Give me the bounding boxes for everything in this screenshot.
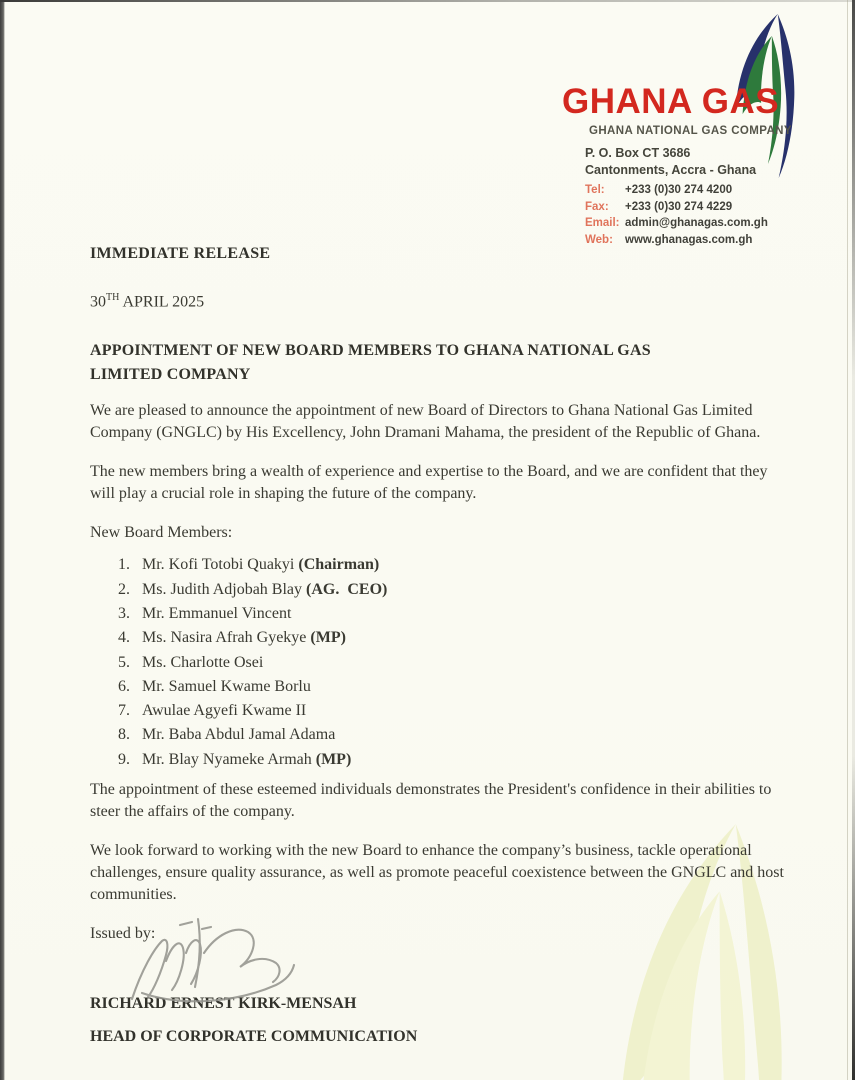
release-tag: IMMEDIATE RELEASE <box>90 245 271 262</box>
web-label: Web: <box>585 233 613 246</box>
member-name: Ms. Judith Adjobah Blay <box>142 580 307 598</box>
member-row <box>90 651 790 675</box>
member-entry <box>142 723 335 747</box>
paper-edge-top <box>0 0 855 2</box>
issued-by-label: Issued by: <box>90 925 156 942</box>
signature-scribble <box>118 911 353 1021</box>
web-value: www.ghanagas.com.gh <box>625 233 753 246</box>
member-entry <box>142 699 306 723</box>
contact-row-email <box>585 215 768 232</box>
signatory-name: RICHARD ERNEST KIRK-MENSAH <box>90 995 357 1012</box>
brand-subtitle: GHANA NATIONAL GAS COMPANY <box>589 125 792 137</box>
member-name: Mr. Samuel Kwame Borlu <box>142 677 311 695</box>
member-number: 7. <box>118 702 130 720</box>
member-entry <box>142 578 387 602</box>
email-value: admin@ghanagas.com.gh <box>625 217 768 229</box>
member-role: (MP) <box>315 750 352 768</box>
document-title-line1: APPOINTMENT OF NEW BOARD MEMBERS TO GHANA NATIONAL GAS <box>90 342 651 360</box>
tel-value: +233 (0)30 274 4200 <box>625 184 733 196</box>
address-line-1: P. O. Box CT 3686 <box>585 146 691 160</box>
document-title <box>90 339 790 387</box>
member-name: Mr. Kofi Totobi Quakyi <box>142 556 299 574</box>
member-row <box>90 602 790 626</box>
paper-fold-line <box>847 0 848 1080</box>
paragraph-experience: The new members bring a wealth of experience and expertise to the Board, and we are confident that they will play a crucial role in shaping the future of the company. <box>90 463 768 503</box>
signatory-title: HEAD OF CORPORATE COMMUNICATION <box>90 1028 418 1045</box>
member-number: 4. <box>118 629 130 647</box>
contact-row-fax <box>585 199 768 216</box>
member-row <box>90 748 790 772</box>
paragraph-announcement: We are pleased to announce the appointment of new Board of Directors to Ghana National Gas Limited Company (GNGLC) by His Excellency, John Dramani Mahama, the president of the Republic of Ghana. <box>90 402 761 442</box>
members-list <box>90 553 790 772</box>
date-rest: APRIL 2025 <box>119 293 205 311</box>
paper-edge-left <box>0 0 5 1080</box>
member-number: 1. <box>118 556 130 574</box>
member-row <box>90 626 790 650</box>
fax-value: +233 (0)30 274 4229 <box>625 200 733 213</box>
member-number: 6. <box>118 677 130 695</box>
release-date <box>90 287 790 313</box>
member-role: (Chairman) <box>298 556 380 574</box>
member-entry <box>142 553 379 577</box>
member-number: 3. <box>118 604 130 622</box>
contact-block <box>585 182 768 248</box>
member-entry <box>142 748 351 772</box>
member-role: (MP) <box>310 629 346 647</box>
letter-body <box>90 243 790 1053</box>
date-day: 30 <box>90 293 106 311</box>
member-name: Mr. Blay Nyameke Armah <box>142 750 316 768</box>
member-number: 5. <box>118 653 130 671</box>
issued-block <box>90 923 790 1053</box>
member-number: 8. <box>118 726 130 744</box>
members-heading: New Board Members: <box>90 524 233 542</box>
member-entry <box>142 651 263 675</box>
member-number: 9. <box>118 750 130 768</box>
member-name: Mr. Baba Abdul Jamal Adama <box>142 726 336 744</box>
member-name: Ms. Charlotte Osei <box>142 653 264 671</box>
member-name: Mr. Emmanuel Vincent <box>142 604 292 622</box>
member-number: 2. <box>118 580 130 598</box>
paragraph-confidence: The appointment of these esteemed individuals demonstrates the President's confidence in their abilities to steer the affairs of the company. <box>90 781 772 820</box>
member-row <box>90 578 790 602</box>
member-row <box>90 675 790 699</box>
member-name: Ms. Nasira Afrah Gyekye <box>142 629 311 647</box>
tel-label: Tel: <box>585 184 605 196</box>
member-row <box>90 723 790 747</box>
member-entry <box>142 626 346 650</box>
contact-row-tel <box>585 182 768 199</box>
member-role: (AG. CEO) <box>306 580 388 598</box>
fax-label: Fax: <box>585 200 609 213</box>
member-row <box>90 553 790 577</box>
brand-title: GHANA GAS <box>562 82 780 121</box>
address-line-2: Cantonments, Accra - Ghana <box>585 163 757 177</box>
member-name: Awulae Agyefi Kwame II <box>142 702 307 720</box>
paragraph-outlook: We look forward to working with the new Board to enhance the company’s business, tackle operational challenges, ensure quality assurance, as well as promote peaceful coexistence between the GNGLC and host communities. <box>90 842 784 903</box>
member-entry <box>142 602 291 626</box>
member-entry <box>142 675 311 699</box>
date-ordinal: TH <box>106 292 120 303</box>
email-label: Email: <box>585 217 620 229</box>
document-title-line2: LIMITED COMPANY <box>90 366 251 384</box>
member-row <box>90 699 790 723</box>
